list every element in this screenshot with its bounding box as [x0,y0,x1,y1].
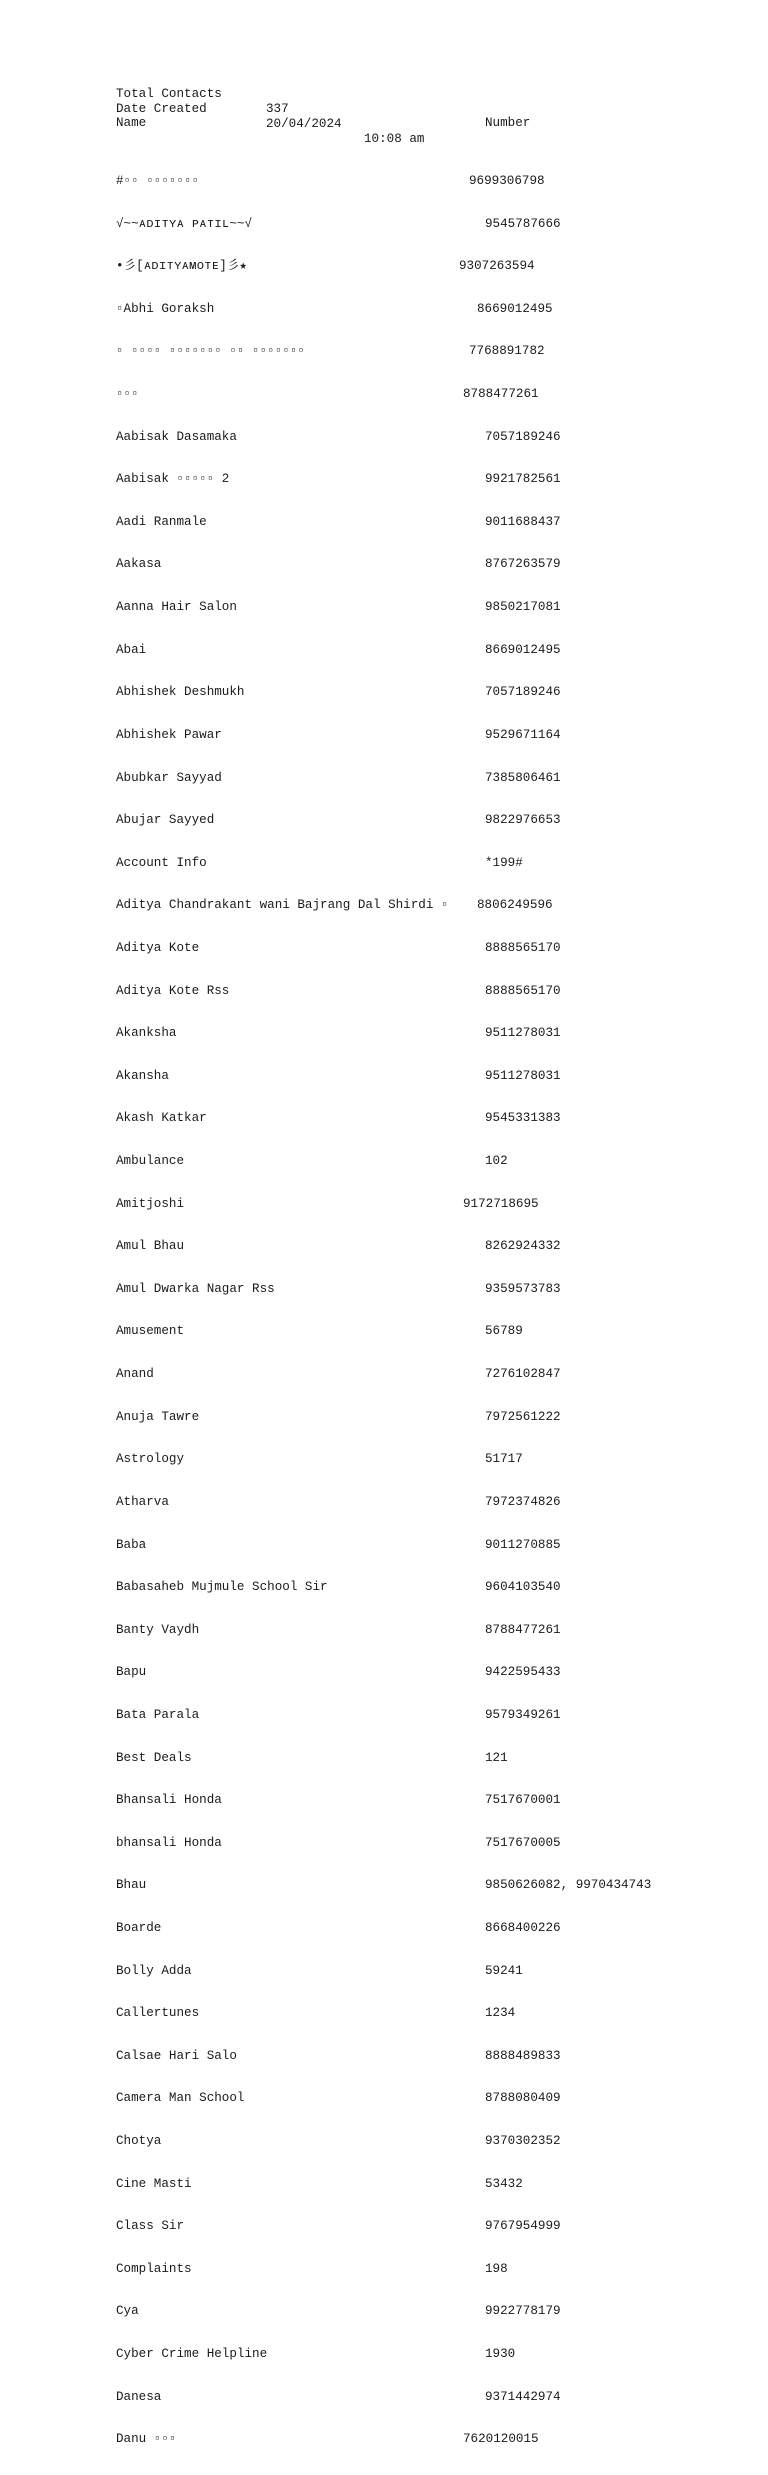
contact-name: ▫▫▫ [116,387,139,402]
contact-name: Cyber Crime Helpline [116,2347,268,2362]
name-column-header: Name [116,116,147,130]
contact-number: 1930 [485,2347,516,2362]
contact-row [0,1708,768,1723]
contact-number: 9422595433 [485,1665,561,1680]
contact-name: Aditya Kote [116,940,200,955]
contact-row [0,2262,768,2277]
contact-row [0,1197,768,1212]
contact-name: Bhau [116,1878,147,1893]
contact-number: 8806249596 [477,898,553,913]
contact-number: 8788477261 [485,1622,561,1637]
contact-row [0,557,768,572]
contact-number: 9511278031 [485,1068,561,1083]
contact-row [0,1538,768,1553]
contact-name: Amul Dwarka Nagar Rss [116,1281,275,1296]
contact-row [0,1069,768,1084]
contact-number: 7057189246 [485,685,561,700]
contact-row [0,898,768,913]
contact-number: 9011688437 [485,514,561,529]
contact-name: Aditya Chandrakant wani Bajrang Dal Shirdi ▫ [116,898,449,913]
contact-name: Baba [116,1537,147,1552]
contact-number: 8788477261 [463,387,539,402]
contact-number: 7517670005 [485,1835,561,1850]
contact-name: Astrology [116,1452,185,1467]
contact-number: 8767263579 [485,557,561,572]
contact-row [0,1367,768,1382]
contact-name: √~~ᴀᴅɪᴛʏᴀ ᴘᴀᴛɪʟ~~√ [116,216,253,231]
contact-name: Calsae Hari Salo [116,2048,237,2063]
contact-row [0,685,768,700]
contact-number: 9850217081 [485,600,561,615]
contact-number: 9011270885 [485,1537,561,1552]
contact-row [0,1154,768,1169]
contact-row [0,1793,768,1808]
contact-name: Danu ▫▫▫ [116,2432,177,2447]
contact-number: 9767954999 [485,2219,561,2234]
contact-name: Aabisak ▫▫▫▫▫ 2 [116,472,230,487]
contact-number: 51717 [485,1452,523,1467]
contact-name: Aanna Hair Salon [116,600,237,615]
contact-row [0,2091,768,2106]
contact-name: Atharva [116,1494,169,1509]
contact-row [0,1623,768,1638]
contact-row [0,1239,768,1254]
contact-number: 9579349261 [485,1707,561,1722]
contact-name: Callertunes [116,2006,200,2021]
contact-row [0,1921,768,1936]
contact-name: Bata Parala [116,1707,200,1722]
contact-number: 9370302352 [485,2134,561,2149]
contact-row [0,1836,768,1851]
contact-number: 9371442974 [485,2389,561,2404]
contact-number: 9511278031 [485,1026,561,1041]
contact-number: 102 [485,1154,508,1169]
contact-name: ▫Abhi Goraksh [116,301,215,316]
contact-number: 7768891782 [469,344,545,359]
contact-row [0,1751,768,1766]
contact-number: 9822976653 [485,813,561,828]
contact-row [0,2390,768,2405]
contact-row [0,941,768,956]
contact-name: Abhishek Pawar [116,727,222,742]
contact-number: 7972561222 [485,1409,561,1424]
contact-number: 9922778179 [485,2304,561,2319]
contact-name: Abhishek Deshmukh [116,685,245,700]
contact-row [0,771,768,786]
contact-row [0,1964,768,1979]
contact-row [0,1495,768,1510]
total-contacts-value: 337 [266,102,289,116]
contact-row [0,2347,768,2362]
contact-number: 1234 [485,2006,516,2021]
contact-number: 8888489833 [485,2048,561,2063]
contact-number: 9850626082, 9970434743 [485,1878,652,1893]
contact-row [0,2049,768,2064]
contact-name: Akash Katkar [116,1111,207,1126]
contact-name: Anuja Tawre [116,1409,200,1424]
contact-name: ▫ ▫▫▫▫ ▫▫▫▫▫▫▫ ▫▫ ▫▫▫▫▫▫▫ [116,344,305,359]
contact-number: 8888565170 [485,983,561,998]
contact-number: 198 [485,2261,508,2276]
contact-number: 9307263594 [459,259,535,274]
contact-name: Anand [116,1367,154,1382]
contact-name: •彡[ᴀᴅɪᴛʏᴀᴍᴏᴛᴇ]彡★ [116,259,248,274]
contact-row [0,472,768,487]
contact-number: 8788080409 [485,2091,561,2106]
contact-row [0,1026,768,1041]
contact-number: 8669012495 [485,642,561,657]
contact-number: 7276102847 [485,1367,561,1382]
total-contacts-label: Total Contacts [116,87,222,101]
contact-name: Cine Masti [116,2176,192,2191]
contact-name: Banty Vaydh [116,1622,200,1637]
contact-row [0,2432,768,2447]
contact-number: 8669012495 [477,301,553,316]
contact-name: Chotya [116,2134,162,2149]
contact-number: 7517670001 [485,1793,561,1808]
date-created-label: Date Created [116,102,207,116]
contact-row [0,1878,768,1893]
contact-row [0,2177,768,2192]
contact-number: *199# [485,855,523,870]
contact-name: Abai [116,642,147,657]
contact-row [0,1324,768,1339]
contact-row [0,2304,768,2319]
contact-row [0,2134,768,2149]
contact-number: 7972374826 [485,1494,561,1509]
contact-row [0,344,768,359]
contact-number: 9172718695 [463,1196,539,1211]
contact-number: 8888565170 [485,940,561,955]
contact-number: 7385806461 [485,770,561,785]
contact-number: 7057189246 [485,429,561,444]
contact-row [0,856,768,871]
contact-name: Bapu [116,1665,147,1680]
contact-name: Amul Bhau [116,1239,185,1254]
contact-number: 7620120015 [463,2432,539,2447]
contact-number: 9921782561 [485,472,561,487]
contact-name: Best Deals [116,1750,192,1765]
contact-row [0,2219,768,2234]
contact-row [0,302,768,317]
contact-number: 121 [485,1750,508,1765]
contact-row [0,1410,768,1425]
contact-name: Account Info [116,855,207,870]
time-created-value: 10:08 am [364,132,425,146]
contact-name: Class Sir [116,2219,185,2234]
contact-name: Abujar Sayyed [116,813,215,828]
contact-number: 9359573783 [485,1281,561,1296]
contact-row [0,1452,768,1467]
contact-row [0,1282,768,1297]
contact-name: Aabisak Dasamaka [116,429,237,444]
contact-row [0,174,768,189]
contact-name: Ambulance [116,1154,185,1169]
contact-name: Aakasa [116,557,162,572]
contact-name: Abubkar Sayyad [116,770,222,785]
contact-name: Camera Man School [116,2091,245,2106]
contact-name: Bolly Adda [116,1963,192,1978]
contact-row [0,984,768,999]
number-column-header: Number [485,116,531,130]
contact-number: 9545331383 [485,1111,561,1126]
contact-row [0,515,768,530]
contact-number: 9545787666 [485,216,561,231]
contact-number: 53432 [485,2176,523,2191]
contact-name: Akansha [116,1068,169,1083]
contact-number: 9529671164 [485,727,561,742]
contact-number: 8262924332 [485,1239,561,1254]
contact-number: 9604103540 [485,1580,561,1595]
contact-number: 56789 [485,1324,523,1339]
contact-name: Cya [116,2304,139,2319]
contact-row [0,217,768,232]
contact-row [0,813,768,828]
contact-row [0,1580,768,1595]
contact-name: Aadi Ranmale [116,514,207,529]
contact-name: Akanksha [116,1026,177,1041]
contact-name: Amusement [116,1324,185,1339]
contact-list [0,146,768,2475]
contact-name: bhansali Honda [116,1835,222,1850]
contact-row [0,2006,768,2021]
contact-name: Bhansali Honda [116,1793,222,1808]
contact-row [0,600,768,615]
contact-row [0,1665,768,1680]
contact-name: Boarde [116,1920,162,1935]
contact-name: Danesa [116,2389,162,2404]
contact-row [0,430,768,445]
contact-name: Amitjoshi [116,1196,185,1211]
contact-number: 8668400226 [485,1920,561,1935]
contact-number: 59241 [485,1963,523,1978]
contact-row [0,259,768,274]
contact-row [0,1111,768,1126]
contact-name: #▫▫ ▫▫▫▫▫▫▫ [116,174,200,188]
date-created-value: 20/04/2024 [266,117,342,131]
contact-name: Complaints [116,2261,192,2276]
contact-name: Aditya Kote Rss [116,983,230,998]
contact-row [0,728,768,743]
contact-row [0,387,768,402]
contact-row [0,643,768,658]
contact-number: 9699306798 [469,174,545,188]
contact-name: Babasaheb Mujmule School Sir [116,1580,328,1595]
